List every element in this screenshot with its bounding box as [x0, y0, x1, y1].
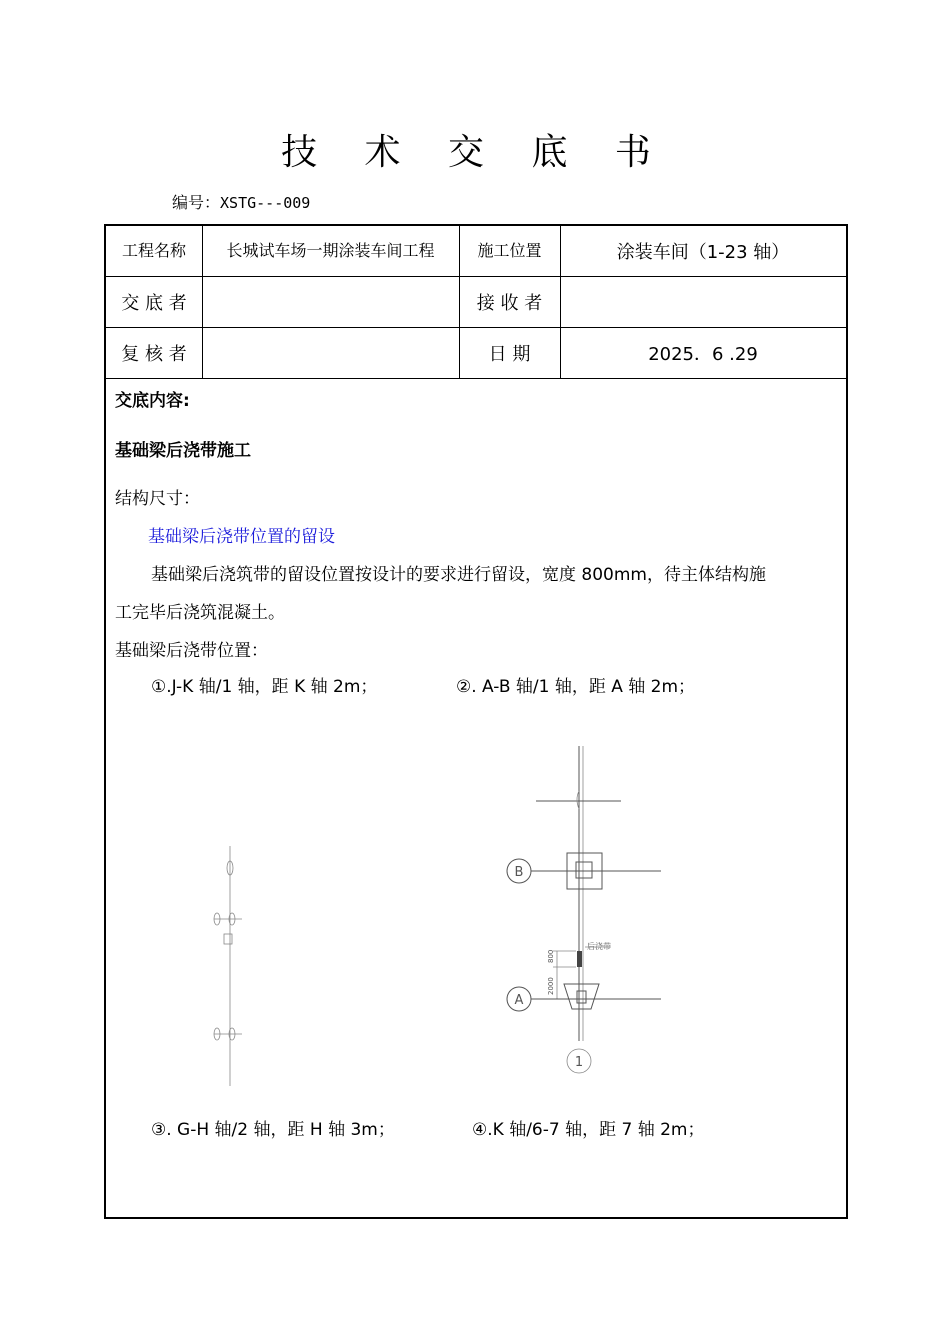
- disclosure-sheet: [104, 224, 848, 1219]
- date-value: 2025．6 .29: [648, 344, 758, 365]
- position-item-4: ④.K 轴/6-7 轴，距 7 轴 2m；: [472, 1120, 705, 1140]
- section-title: 基础梁后浇带施工: [115, 441, 251, 461]
- paragraph-line-2: 工完毕后浇筑混凝土。: [115, 603, 285, 623]
- drawing-jk-axis: [206, 846, 246, 1106]
- receiver-value[interactable]: [560, 277, 846, 327]
- drawing-ab-axis: [501, 741, 671, 1081]
- dim-large-label: 2000: [547, 977, 555, 995]
- positions-label: 基础梁后浇带位置：: [115, 641, 268, 661]
- reviewer-label: 复 核 者: [121, 344, 187, 365]
- dim-small-label: 800: [547, 949, 555, 963]
- document-title: 技 术 交 底 书: [281, 132, 669, 173]
- band-label: 后浇带: [587, 942, 611, 951]
- discloser-value[interactable]: [202, 277, 459, 327]
- location-value: 涂装车间（1-23 轴）: [616, 242, 790, 263]
- column-b: [576, 862, 592, 878]
- structure-size-label: 结构尺寸：: [115, 489, 200, 509]
- paragraph-line-1: 基础梁后浇筑带的留设位置按设计的要求进行留设，宽度 800mm，待主体结构施: [151, 565, 766, 585]
- project-name-value: 长城试车场一期涂装车间工程: [226, 241, 435, 260]
- project-name-label: 工程名称: [121, 241, 186, 260]
- receiver-label: 接 收 者: [476, 293, 543, 314]
- document-number: [172, 190, 310, 213]
- column-footing-a: [564, 984, 599, 1009]
- document-number-value: XSTG---009: [220, 194, 311, 212]
- position-item-3: ③. G-H 轴/2 轴，距 H 轴 3m；: [151, 1120, 395, 1140]
- reviewer-value[interactable]: [202, 328, 459, 378]
- position-item-1: ①.J-K 轴/1 轴，距 K 轴 2m；: [151, 677, 378, 697]
- row-divider: [106, 378, 846, 379]
- date-label: 日 期: [488, 344, 531, 365]
- axis-a-label: A: [514, 993, 524, 1008]
- axis-1-label: 1: [574, 1055, 584, 1070]
- content-label: 交底内容:: [115, 391, 190, 411]
- discloser-label: 交 底 者: [121, 293, 187, 314]
- axis-b-label: B: [514, 865, 524, 880]
- position-item-2: ②. A-B 轴/1 轴，距 A 轴 2m；: [456, 677, 696, 697]
- location-label: 施工位置: [477, 241, 542, 260]
- document-number-label: 编号：: [172, 193, 221, 212]
- subheading: 基础梁后浇带位置的留设: [148, 527, 335, 547]
- column-a: [577, 991, 586, 1003]
- foundation-mark: [224, 934, 232, 944]
- post-pour-band: [577, 951, 582, 967]
